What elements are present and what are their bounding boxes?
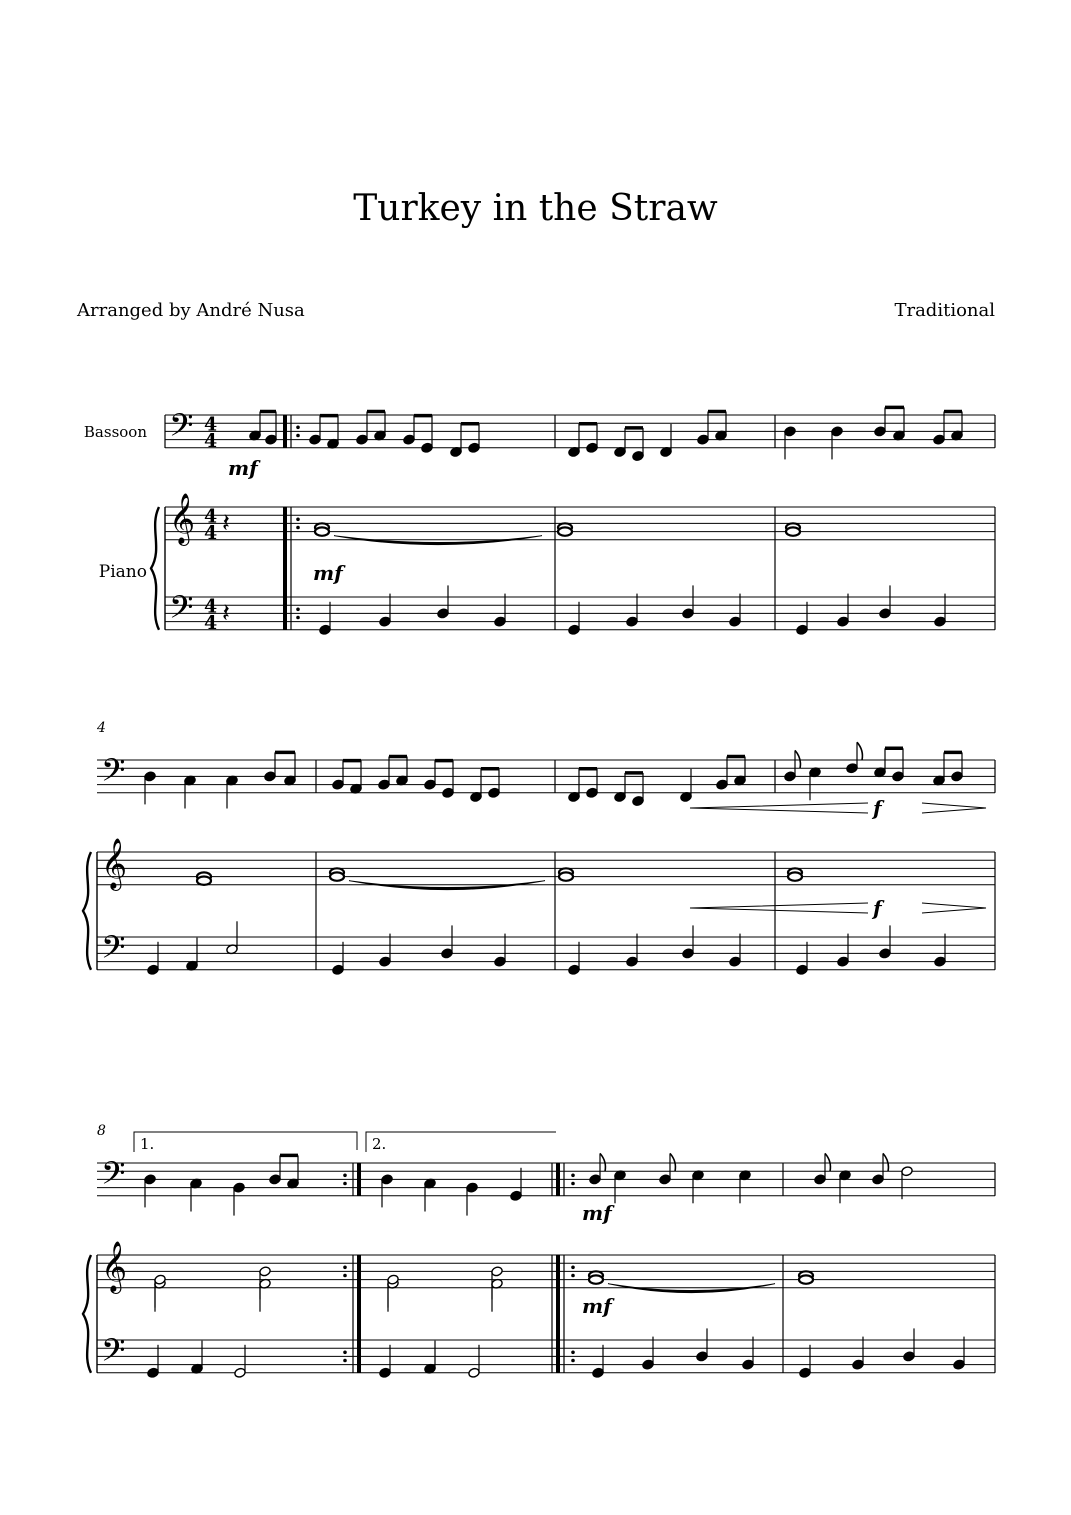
quarter-note	[494, 616, 507, 627]
repeat-dot	[571, 1174, 575, 1178]
time-signature-denominator: 4	[204, 429, 218, 452]
quarter-note	[144, 771, 157, 782]
eighth-note	[697, 434, 710, 445]
quarter-note	[441, 948, 454, 959]
eighth-note	[716, 779, 729, 790]
eighth-note	[632, 450, 645, 461]
composer-credit: Traditional	[894, 300, 995, 321]
quarter-note	[379, 1367, 392, 1378]
repeat-dot	[571, 1351, 575, 1355]
arranger-credit: Arranged by André Nusa	[77, 300, 305, 321]
time-signature-denominator: 4	[204, 521, 218, 544]
quarter-note	[934, 956, 947, 967]
quarter-note	[379, 956, 392, 967]
quarter-note	[729, 956, 742, 967]
instrument-label-bassoon: Bassoon	[83, 423, 147, 441]
half-note	[491, 1266, 504, 1277]
quarter-note	[466, 1182, 479, 1193]
quarter-note	[568, 964, 581, 975]
bass-clef: 𝄢	[101, 1332, 126, 1377]
measure-number: 8	[97, 1123, 106, 1139]
half-note	[901, 1166, 914, 1177]
eighth-note	[442, 787, 455, 798]
eighth-note	[933, 434, 946, 445]
eighth-flag	[600, 1153, 605, 1171]
dynamic-mf: mf	[313, 561, 343, 585]
eighth-flag	[825, 1153, 830, 1171]
eighth-note	[356, 434, 369, 445]
quarter-note	[568, 624, 581, 635]
eighth-note	[872, 1174, 885, 1185]
repeat-dot	[343, 1266, 347, 1270]
treble-clef: 𝄞	[101, 838, 128, 890]
eighth-note	[659, 1174, 672, 1185]
eighth-note	[784, 771, 797, 782]
repeat-dot	[296, 426, 300, 430]
instrument-label-piano: Piano	[98, 562, 147, 582]
quarter-note	[903, 1351, 916, 1362]
half-note	[468, 1367, 481, 1378]
whole-note	[315, 527, 329, 535]
repeat-dot	[343, 1359, 347, 1363]
quarter-note	[742, 1359, 755, 1370]
repeat-thick-bar	[357, 1163, 361, 1196]
quarter-note	[796, 624, 809, 635]
eighth-note	[378, 779, 391, 790]
eighth-note	[814, 1174, 827, 1185]
dynamic-mf: mf	[582, 1201, 612, 1225]
repeat-dot	[296, 616, 300, 620]
quarter-note	[147, 964, 160, 975]
whole-note	[788, 872, 802, 880]
quarter-note	[626, 956, 639, 967]
whole-note	[786, 527, 800, 535]
quarter-note	[437, 608, 450, 619]
whole-note	[559, 872, 573, 880]
decrescendo-hairpin	[922, 803, 986, 813]
whole-note	[799, 1275, 813, 1283]
bass-clef: 𝄢	[169, 407, 194, 452]
quarter-note	[147, 1367, 160, 1378]
repeat-dot	[343, 1174, 347, 1178]
quarter-note	[796, 964, 809, 975]
quarter-note	[852, 1359, 865, 1370]
repeat-thick-bar	[283, 507, 287, 630]
eighth-note	[403, 434, 416, 445]
eighth-note	[264, 771, 277, 782]
system-2	[83, 720, 995, 975]
repeat-dot	[343, 1351, 347, 1355]
decrescendo-hairpin	[922, 903, 986, 913]
quarter-note	[319, 624, 332, 635]
repeat-thick-bar	[357, 1255, 361, 1373]
volta-bracket-2	[366, 1132, 556, 1152]
crescendo-hairpin	[690, 803, 868, 813]
half-note	[234, 1367, 247, 1378]
eighth-note	[269, 1174, 282, 1185]
bass-clef: 𝄢	[101, 752, 126, 797]
eighth-note	[424, 779, 437, 790]
bass-clef: 𝄢	[101, 929, 126, 974]
quarter-note	[626, 616, 639, 627]
quarter-note	[233, 1182, 246, 1193]
eighth-note	[874, 426, 887, 437]
volta-bracket-1	[134, 1132, 357, 1152]
repeat-thick-bar	[556, 1163, 560, 1196]
dynamic-f: f	[873, 796, 882, 820]
repeat-thick-bar	[556, 1255, 560, 1373]
treble-clef: 𝄞	[101, 1241, 128, 1293]
repeat-dot	[343, 1274, 347, 1278]
time-signature-numerator: 4	[204, 595, 218, 618]
eighth-note	[468, 442, 481, 453]
quarter-note	[696, 1351, 709, 1362]
volta-label-2: 2.	[372, 1135, 387, 1153]
quarter-note	[381, 1174, 394, 1185]
dynamic-mf: mf	[582, 1294, 612, 1318]
eighth-note	[846, 763, 859, 774]
quarter-note	[682, 948, 695, 959]
bass-clef: 𝄢	[169, 589, 194, 634]
whole-note	[589, 1275, 603, 1283]
dynamic-f: f	[873, 896, 882, 920]
whole-note	[558, 527, 572, 535]
quarter-note	[837, 956, 850, 967]
quarter-note	[879, 948, 892, 959]
eighth-note	[332, 779, 345, 790]
quarter-note	[144, 1174, 157, 1185]
repeat-dot	[296, 608, 300, 612]
repeat-thick-bar	[283, 415, 287, 448]
measure-number: 4	[97, 720, 106, 736]
time-signature-numerator: 4	[204, 413, 218, 436]
half-note	[259, 1266, 272, 1277]
repeat-dot	[571, 1182, 575, 1186]
piece-title: Turkey in the Straw	[353, 188, 718, 229]
system-1	[84, 407, 995, 635]
eighth-note	[309, 434, 322, 445]
quarter-rest: 𝄽	[222, 508, 230, 539]
quarter-note	[510, 1190, 523, 1201]
quarter-note	[934, 616, 947, 627]
piano-brace	[151, 507, 159, 630]
time-signature-numerator: 4	[204, 505, 218, 528]
quarter-note	[332, 964, 345, 975]
treble-clef: 𝄞	[169, 493, 196, 545]
eighth-note	[421, 442, 434, 453]
eighth-note	[632, 795, 645, 806]
system-3	[83, 1123, 995, 1378]
repeat-dot	[571, 1359, 575, 1363]
quarter-note	[879, 608, 892, 619]
quarter-note	[682, 608, 695, 619]
quarter-note	[784, 426, 797, 437]
quarter-note	[729, 616, 742, 627]
eighth-note	[488, 787, 501, 798]
quarter-note	[831, 426, 844, 437]
eighth-note	[265, 434, 278, 445]
volta-label-1: 1.	[140, 1135, 155, 1153]
crescendo-hairpin	[690, 903, 868, 913]
repeat-dot	[571, 1266, 575, 1270]
quarter-note	[494, 956, 507, 967]
whole-note	[197, 877, 211, 885]
quarter-note	[799, 1367, 812, 1378]
quarter-note	[642, 1359, 655, 1370]
eighth-flag	[883, 1153, 888, 1171]
quarter-note	[379, 616, 392, 627]
eighth-note	[586, 442, 599, 453]
repeat-dot	[296, 518, 300, 522]
whole-note	[330, 872, 344, 880]
quarter-note	[837, 616, 850, 627]
repeat-dot	[571, 1274, 575, 1278]
piano-brace	[83, 1255, 91, 1373]
eighth-flag	[670, 1153, 675, 1171]
quarter-rest: 𝄽	[222, 598, 230, 629]
time-signature-denominator: 4	[204, 611, 218, 634]
quarter-note	[953, 1359, 966, 1370]
eighth-note	[892, 771, 905, 782]
eighth-note	[951, 771, 964, 782]
eighth-note	[586, 787, 599, 798]
eighth-flag	[857, 742, 862, 760]
dynamic-mf: mf	[228, 456, 258, 480]
bass-clef: 𝄢	[101, 1155, 126, 1200]
repeat-dot	[296, 434, 300, 438]
eighth-flag	[795, 750, 800, 768]
quarter-note	[592, 1367, 605, 1378]
repeat-dot	[343, 1182, 347, 1186]
eighth-note	[589, 1174, 602, 1185]
repeat-dot	[296, 526, 300, 530]
piano-brace	[83, 852, 91, 970]
